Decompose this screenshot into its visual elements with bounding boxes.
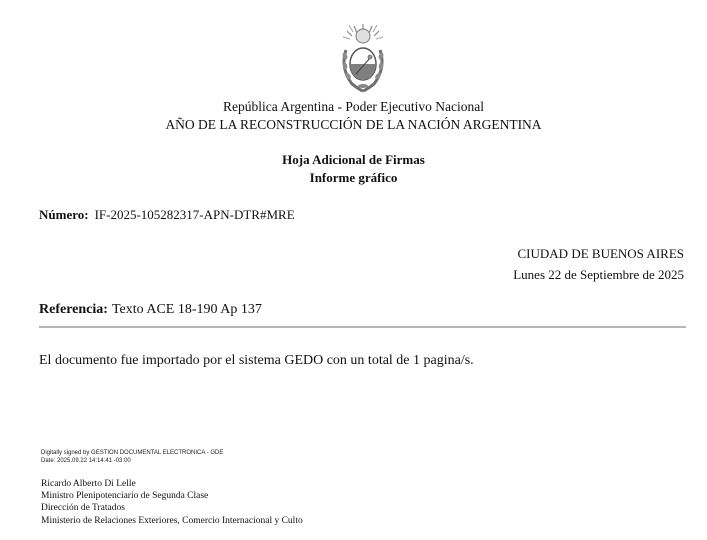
digital-signature-stamp	[41, 450, 223, 465]
header-year-motto: AÑO DE LA RECONSTRUCCIÓN DE LA NACIÓN ARGENTINA	[165, 117, 542, 132]
document-number-label: Número:	[39, 207, 89, 222]
document-number	[39, 207, 295, 223]
digital-signature-date: Date: 2025.09.22 14:14:41 -03:00	[41, 457, 131, 464]
reference-label: Referencia:	[39, 302, 108, 317]
header-country-line: República Argentina - Poder Ejecutivo Nacional	[222, 99, 485, 114]
reference	[39, 302, 262, 318]
body-text: El documento fue importado por el sistema GEDO con un total de 1 pagina/s.	[39, 353, 474, 368]
signer-name: Ricardo Alberto Di Lelle	[41, 479, 136, 489]
signer-position: Ministro Plenipotenciario de Segunda Clase	[41, 491, 209, 502]
document-title: Hoja Adicional de Firmas	[282, 152, 425, 167]
reference-value: Texto ACE 18-190 Ap 137	[111, 302, 262, 317]
argentina-coat-of-arms-icon	[336, 22, 390, 94]
digital-signature-signer: Digitally signed by GESTION DOCUMENTAL ELECTRONICA - GDE	[41, 450, 224, 456]
document-subtitle: Informe gráfico	[309, 170, 398, 185]
document-number-value: IF-2025-105282317-APN-DTR#MRE	[94, 207, 295, 222]
signer-office: Dirección de Tratados	[41, 503, 125, 514]
divider	[39, 326, 686, 328]
signer-ministry: Ministerio de Relaciones Exteriores, Comercio Internacional y Culto	[41, 515, 303, 526]
date: Lunes 22 de Septiembre de 2025	[513, 267, 684, 282]
city: CIUDAD DE BUENOS AIRES	[517, 246, 684, 261]
signer-block	[41, 478, 303, 527]
